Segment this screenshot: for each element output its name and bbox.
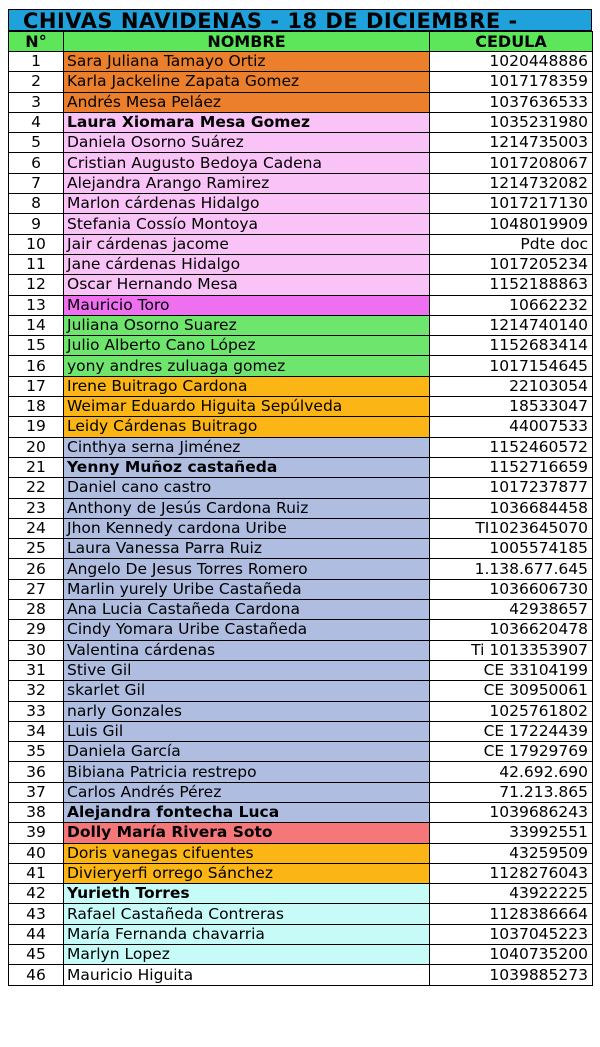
row-number-cell[interactable]: 4 (9, 112, 64, 132)
row-number-cell[interactable]: 40 (9, 843, 64, 863)
table-row (9, 579, 593, 599)
row-number-cell[interactable]: 26 (9, 559, 64, 579)
table-row (9, 356, 593, 376)
row-number-cell[interactable]: 21 (9, 457, 64, 477)
cedula-cell[interactable]: 1036684458 (430, 498, 593, 518)
name-cell[interactable]: Jane cárdenas Hidalgo (64, 254, 430, 274)
table-row (9, 254, 593, 274)
name-cell[interactable]: Daniel cano castro (64, 478, 430, 498)
cedula-cell[interactable]: 1037045223 (430, 924, 593, 944)
cedula-cell[interactable]: 1020448886 (430, 52, 593, 72)
row-number-cell[interactable]: 33 (9, 701, 64, 721)
row-number-cell[interactable]: 7 (9, 173, 64, 193)
table-row (9, 681, 593, 701)
name-cell[interactable]: Daniela García (64, 742, 430, 762)
row-number-cell[interactable]: 20 (9, 437, 64, 457)
row-number-cell[interactable]: 14 (9, 315, 64, 335)
name-cell[interactable]: Jhon Kennedy cardona Uribe (64, 518, 430, 538)
cedula-cell[interactable]: 10662232 (430, 295, 593, 315)
table-row (9, 823, 593, 843)
cedula-cell[interactable]: 1214735003 (430, 133, 593, 153)
table-row (9, 742, 593, 762)
name-cell[interactable]: Weimar Eduardo Higuita Sepúlveda (64, 397, 430, 417)
row-number-cell[interactable]: 3 (9, 92, 64, 112)
attendee-table (8, 31, 593, 986)
name-cell[interactable]: Angelo De Jesus Torres Romero (64, 559, 430, 579)
name-cell[interactable]: Bibiana Patricia restrepo (64, 762, 430, 782)
name-cell[interactable]: Valentina cárdenas (64, 640, 430, 660)
row-number-cell[interactable]: 8 (9, 194, 64, 214)
cedula-cell[interactable]: 1017178359 (430, 72, 593, 92)
table-row (9, 133, 593, 153)
name-cell[interactable]: yony andres zuluaga gomez (64, 356, 430, 376)
name-cell[interactable]: Carlos Andrés Pérez (64, 782, 430, 802)
table-row (9, 884, 593, 904)
name-cell[interactable]: Sara Juliana Tamayo Ortiz (64, 52, 430, 72)
table-row (9, 924, 593, 944)
row-number-cell[interactable]: 46 (9, 965, 64, 985)
cedula-cell[interactable]: CE 30950061 (430, 681, 593, 701)
table-row (9, 336, 593, 356)
row-number-cell[interactable]: 16 (9, 356, 64, 376)
name-cell[interactable]: Cindy Yomara Uribe Castañeda (64, 620, 430, 640)
row-number-cell[interactable]: 13 (9, 295, 64, 315)
name-cell[interactable]: Stive Gil (64, 660, 430, 680)
name-cell[interactable]: Irene Buitrago Cardona (64, 376, 430, 396)
name-cell[interactable]: Doris vanegas cifuentes (64, 843, 430, 863)
table-row (9, 153, 593, 173)
row-number-cell[interactable]: 38 (9, 802, 64, 822)
row-number-cell[interactable]: 37 (9, 782, 64, 802)
cedula-cell[interactable]: CE 33104199 (430, 660, 593, 680)
table-row (9, 214, 593, 234)
table-row (9, 194, 593, 214)
cedula-cell[interactable]: 1037636533 (430, 92, 593, 112)
name-cell[interactable]: Marlyn Lopez (64, 945, 430, 965)
table-row (9, 539, 593, 559)
name-cell[interactable]: Mauricio Higuita (64, 965, 430, 985)
cedula-cell[interactable]: 1214740140 (430, 315, 593, 335)
cedula-cell[interactable]: 1128276043 (430, 863, 593, 883)
cedula-cell[interactable]: 1152716659 (430, 457, 593, 477)
table-row (9, 478, 593, 498)
name-cell[interactable]: Luis Gil (64, 721, 430, 741)
row-number-cell[interactable]: 19 (9, 417, 64, 437)
row-number-cell[interactable]: 9 (9, 214, 64, 234)
table-row (9, 295, 593, 315)
header-row (9, 32, 593, 52)
row-number-cell[interactable]: 10 (9, 234, 64, 254)
table-row (9, 457, 593, 477)
table-row (9, 275, 593, 295)
table-row (9, 315, 593, 335)
cedula-cell[interactable]: 1035231980 (430, 112, 593, 132)
row-number-cell[interactable]: 24 (9, 518, 64, 538)
table-row (9, 620, 593, 640)
name-cell[interactable]: María Fernanda chavarria (64, 924, 430, 944)
name-cell[interactable]: Alejandra fontecha Luca (64, 802, 430, 822)
row-number-cell[interactable]: 45 (9, 945, 64, 965)
cedula-cell[interactable]: 18533047 (430, 397, 593, 417)
name-cell[interactable]: narly Gonzales (64, 701, 430, 721)
cedula-cell[interactable]: 1039686243 (430, 802, 593, 822)
cedula-cell[interactable]: 1152683414 (430, 336, 593, 356)
row-number-cell[interactable]: 43 (9, 904, 64, 924)
name-cell[interactable]: Jair cárdenas jacome (64, 234, 430, 254)
table-row (9, 701, 593, 721)
table-row (9, 437, 593, 457)
spreadsheet (8, 9, 592, 986)
row-number-cell[interactable]: 35 (9, 742, 64, 762)
table-row (9, 234, 593, 254)
table-row (9, 762, 593, 782)
name-cell[interactable]: Daniela Osorno Suárez (64, 133, 430, 153)
table-body (9, 52, 593, 986)
name-cell[interactable]: skarlet Gil (64, 681, 430, 701)
table-row (9, 660, 593, 680)
cedula-cell[interactable]: 1036606730 (430, 579, 593, 599)
row-number-cell[interactable]: 31 (9, 660, 64, 680)
name-cell[interactable]: Mauricio Toro (64, 295, 430, 315)
name-cell[interactable]: Karla Jackeline Zapata Gomez (64, 72, 430, 92)
name-cell[interactable]: Oscar Hernando Mesa (64, 275, 430, 295)
table-row (9, 945, 593, 965)
cedula-cell[interactable]: CE 17224439 (430, 721, 593, 741)
cedula-cell[interactable]: 1025761802 (430, 701, 593, 721)
cedula-cell[interactable]: 22103054 (430, 376, 593, 396)
name-cell[interactable]: Laura Vanessa Parra Ruiz (64, 539, 430, 559)
cedula-cell[interactable]: 1017208067 (430, 153, 593, 173)
name-cell[interactable]: Cristian Augusto Bedoya Cadena (64, 153, 430, 173)
name-cell[interactable]: Yurieth Torres (64, 884, 430, 904)
table-row (9, 782, 593, 802)
cedula-cell[interactable]: 1128386664 (430, 904, 593, 924)
header-cedula[interactable]: CEDULA (430, 32, 593, 52)
table-row (9, 173, 593, 193)
row-number-cell[interactable]: 41 (9, 863, 64, 883)
row-number-cell[interactable]: 39 (9, 823, 64, 843)
row-number-cell[interactable]: 12 (9, 275, 64, 295)
cedula-cell[interactable]: 1017217130 (430, 194, 593, 214)
row-number-cell[interactable]: 34 (9, 721, 64, 741)
row-number-cell[interactable]: 18 (9, 397, 64, 417)
name-cell[interactable]: Dolly María Rivera Soto (64, 823, 430, 843)
name-cell[interactable]: Juliana Osorno Suarez (64, 315, 430, 335)
name-cell[interactable]: Marlin yurely Uribe Castañeda (64, 579, 430, 599)
cedula-cell[interactable]: 1040735200 (430, 945, 593, 965)
table-row (9, 397, 593, 417)
table-row (9, 518, 593, 538)
row-number-cell[interactable]: 44 (9, 924, 64, 944)
row-number-cell[interactable]: 29 (9, 620, 64, 640)
name-cell[interactable]: Laura Xiomara Mesa Gomez (64, 112, 430, 132)
row-number-cell[interactable]: 32 (9, 681, 64, 701)
cedula-cell[interactable]: 1005574185 (430, 539, 593, 559)
cedula-cell[interactable]: Ti 1013353907 (430, 640, 593, 660)
table-row (9, 640, 593, 660)
row-number-cell[interactable]: 30 (9, 640, 64, 660)
name-cell[interactable]: Leidy Cárdenas Buitrago (64, 417, 430, 437)
table-row (9, 498, 593, 518)
cedula-cell[interactable]: 1017154645 (430, 356, 593, 376)
cedula-cell[interactable]: 42.692.690 (430, 762, 593, 782)
cedula-cell[interactable]: 1048019909 (430, 214, 593, 234)
row-number-cell[interactable]: 36 (9, 762, 64, 782)
table-row (9, 52, 593, 72)
row-number-cell[interactable]: 1 (9, 52, 64, 72)
name-cell[interactable]: Anthony de Jesús Cardona Ruiz (64, 498, 430, 518)
cedula-cell[interactable]: CE 17929769 (430, 742, 593, 762)
cedula-cell[interactable]: 33992551 (430, 823, 593, 843)
cedula-cell[interactable]: 43259509 (430, 843, 593, 863)
table-row (9, 559, 593, 579)
name-cell[interactable]: Alejandra Arango Ramirez (64, 173, 430, 193)
cedula-cell[interactable]: 1017205234 (430, 254, 593, 274)
cedula-cell[interactable]: 42938657 (430, 600, 593, 620)
cedula-cell[interactable]: 43922225 (430, 884, 593, 904)
name-cell[interactable]: Julio Alberto Cano López (64, 336, 430, 356)
table-row (9, 802, 593, 822)
name-cell[interactable]: Stefania Cossío Montoya (64, 214, 430, 234)
name-cell[interactable]: Ana Lucia Castañeda Cardona (64, 600, 430, 620)
row-number-cell[interactable]: 28 (9, 600, 64, 620)
table-row (9, 600, 593, 620)
name-cell[interactable]: Divieryerfi orrego Sánchez (64, 863, 430, 883)
row-number-cell[interactable]: 27 (9, 579, 64, 599)
table-row (9, 72, 593, 92)
sheet-title[interactable]: CHIVAS NAVIDENAS - 18 DE DICIEMBRE - (8, 9, 592, 31)
table-row (9, 863, 593, 883)
row-number-cell[interactable]: 22 (9, 478, 64, 498)
header-num[interactable]: N° (9, 32, 64, 52)
cedula-cell[interactable]: 44007533 (430, 417, 593, 437)
cedula-cell[interactable]: 1.138.677.645 (430, 559, 593, 579)
name-cell[interactable]: Rafael Castañeda Contreras (64, 904, 430, 924)
row-number-cell[interactable]: 23 (9, 498, 64, 518)
cedula-cell[interactable]: TI1023645070 (430, 518, 593, 538)
name-cell[interactable]: Cinthya serna Jiménez (64, 437, 430, 457)
table-row (9, 112, 593, 132)
cedula-cell[interactable]: Pdte doc (430, 234, 593, 254)
table-row (9, 92, 593, 112)
row-number-cell[interactable]: 5 (9, 133, 64, 153)
cedula-cell[interactable]: 1152460572 (430, 437, 593, 457)
cedula-cell[interactable]: 1152188863 (430, 275, 593, 295)
table-row (9, 417, 593, 437)
table-row (9, 376, 593, 396)
name-cell[interactable]: Marlon cárdenas Hidalgo (64, 194, 430, 214)
table-row (9, 721, 593, 741)
table-row (9, 904, 593, 924)
cedula-cell[interactable]: 71.213.865 (430, 782, 593, 802)
name-cell[interactable]: Andrés Mesa Peláez (64, 92, 430, 112)
cedula-cell[interactable]: 1017237877 (430, 478, 593, 498)
name-cell[interactable]: Yenny Muñoz castañeda (64, 457, 430, 477)
cedula-cell[interactable]: 1036620478 (430, 620, 593, 640)
row-number-cell[interactable]: 6 (9, 153, 64, 173)
row-number-cell[interactable]: 15 (9, 336, 64, 356)
row-number-cell[interactable]: 25 (9, 539, 64, 559)
header-name[interactable]: NOMBRE (64, 32, 430, 52)
row-number-cell[interactable]: 11 (9, 254, 64, 274)
row-number-cell[interactable]: 2 (9, 72, 64, 92)
table-row (9, 843, 593, 863)
table-row (9, 965, 593, 985)
cedula-cell[interactable]: 1214732082 (430, 173, 593, 193)
row-number-cell[interactable]: 17 (9, 376, 64, 396)
cedula-cell[interactable]: 1039885273 (430, 965, 593, 985)
row-number-cell[interactable]: 42 (9, 884, 64, 904)
